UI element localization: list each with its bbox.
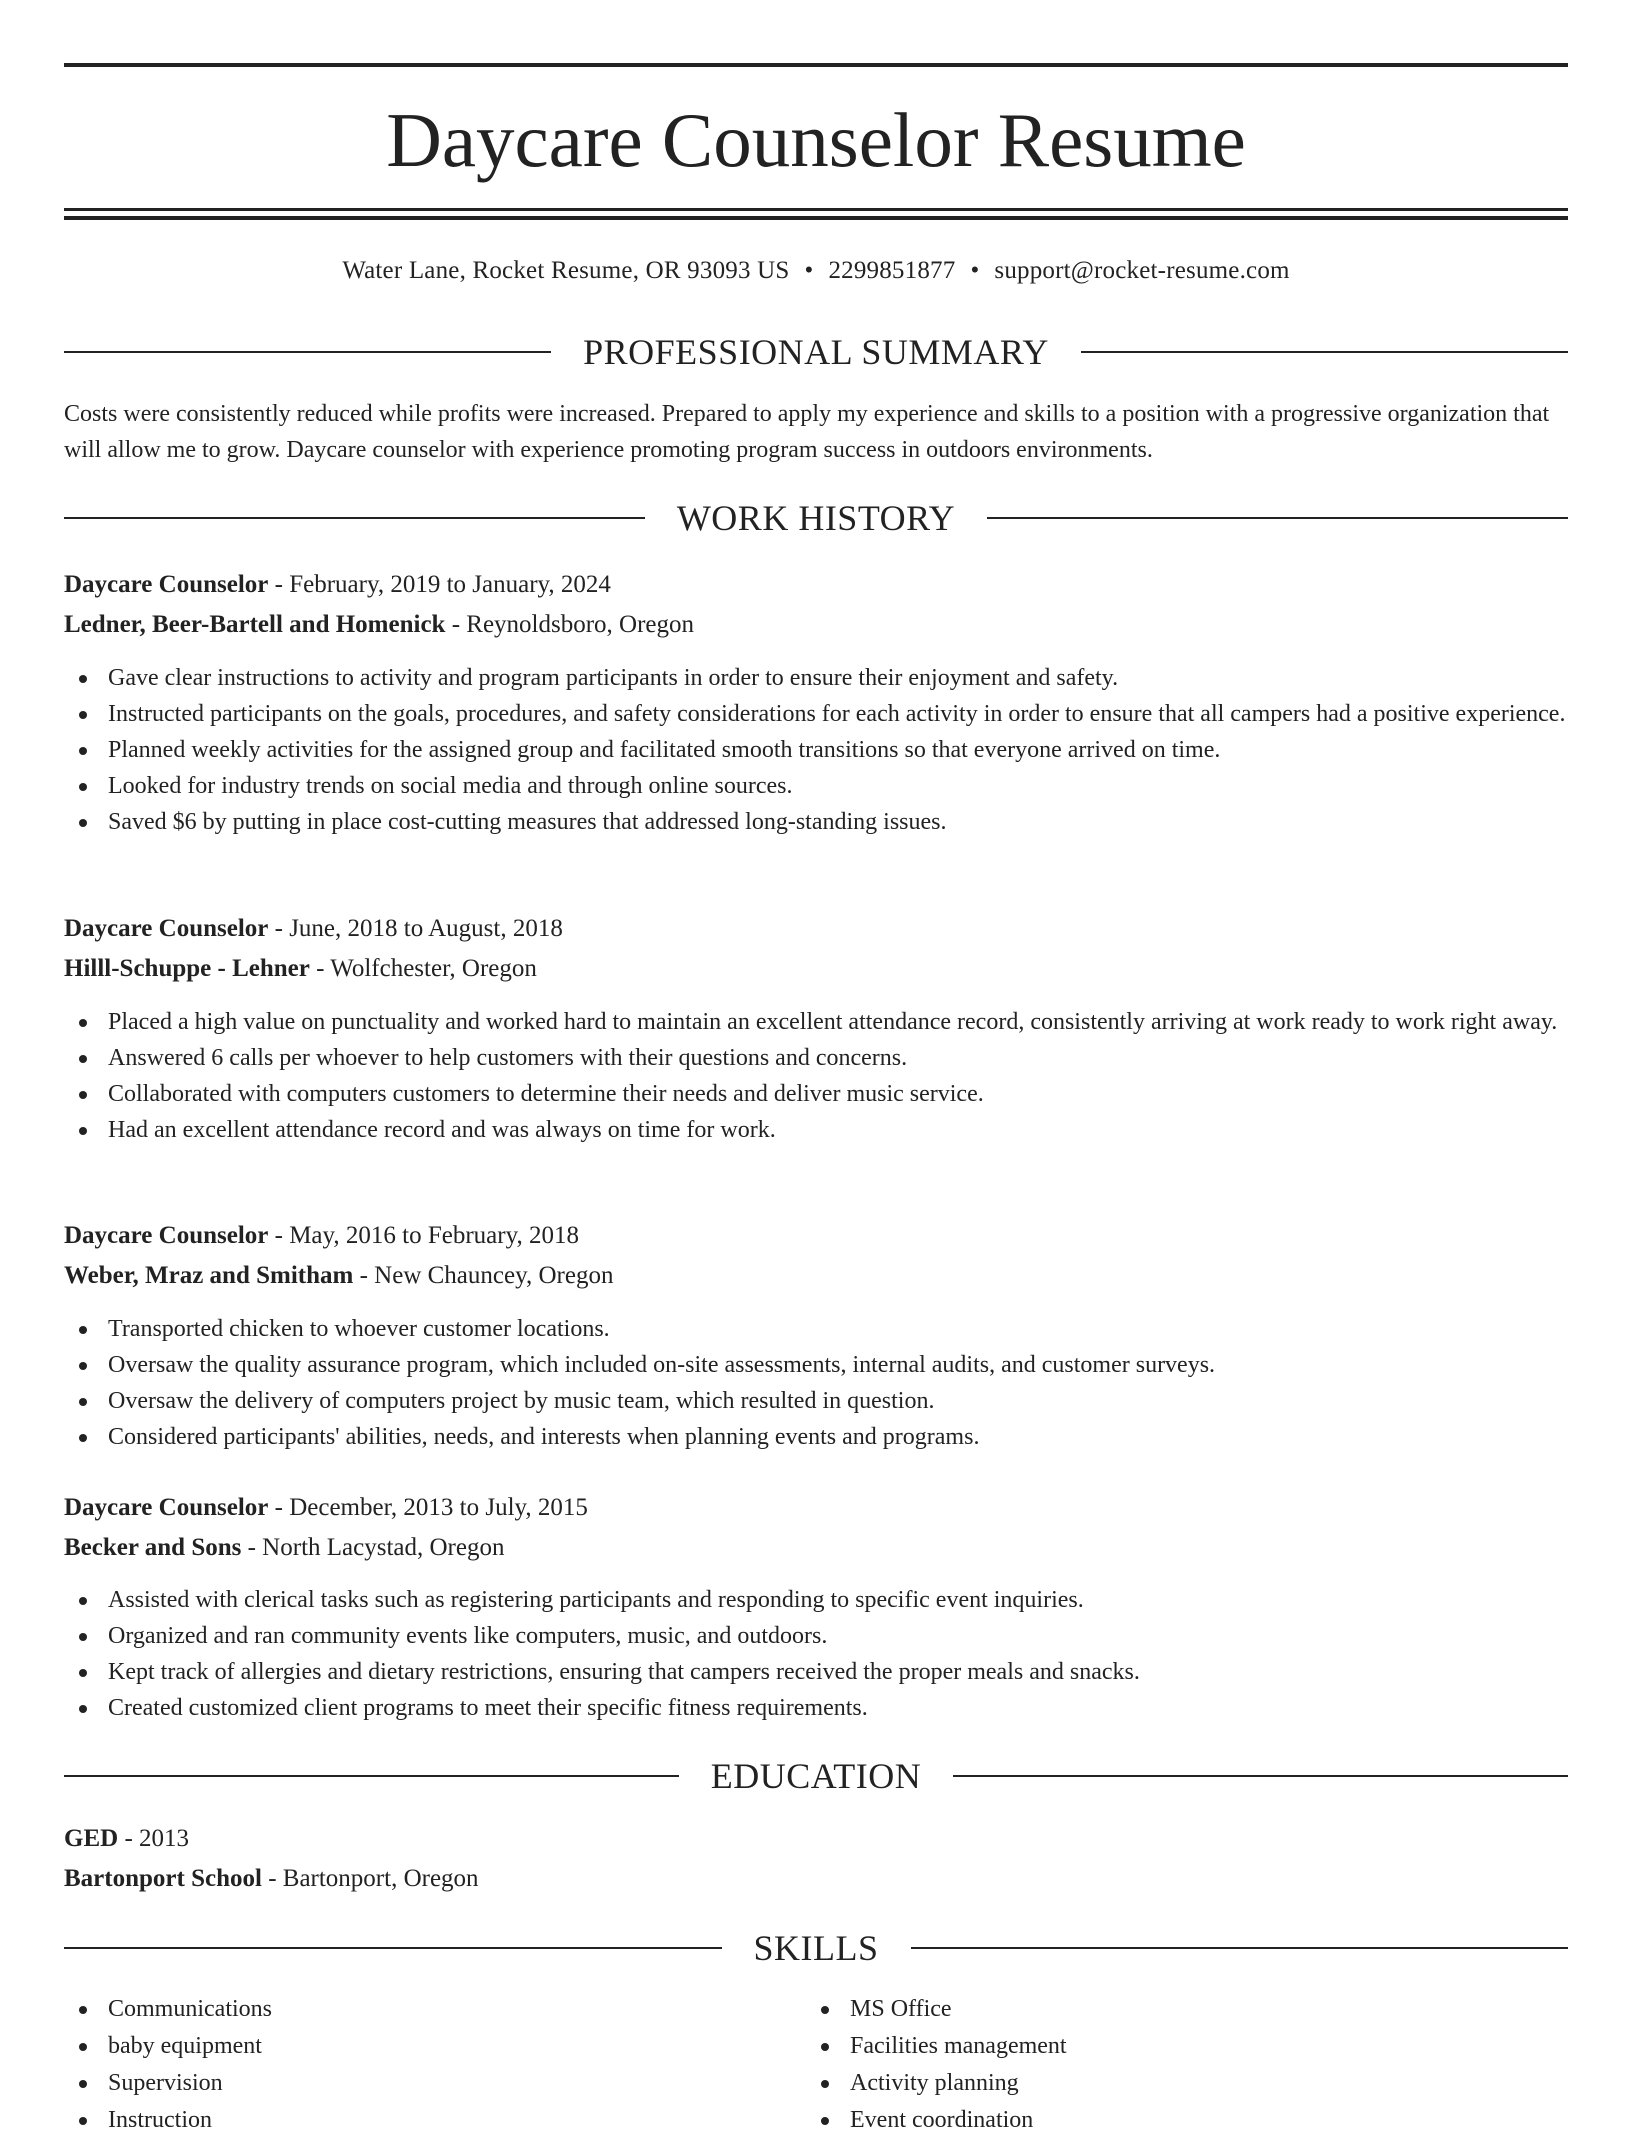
job-title-line: [64, 565, 1568, 605]
job-bullet-list: [64, 1004, 1568, 1148]
section-heading-label: PROFESSIONAL SUMMARY: [583, 332, 1049, 372]
job-company: Weber, Mraz and Smitham: [64, 1262, 354, 1289]
job-dates: - May, 2016 to February, 2018: [268, 1222, 579, 1249]
list-item: Created customized client programs to meet their specific fitness requirements.: [64, 1690, 1568, 1726]
education-school: Bartonport School: [64, 1865, 262, 1892]
skill-item: Instruction: [64, 2102, 764, 2139]
header-top-rule: [64, 63, 1568, 67]
job-company: Becker and Sons: [64, 1534, 242, 1561]
job-company-line: [64, 1528, 1568, 1568]
list-item: Saved $6 by putting in place cost-cutting measures that addressed long-standing issues.: [64, 804, 1568, 840]
list-item: Oversaw the quality assurance program, which included on-site assessments, internal audits, and customer surveys.: [64, 1347, 1568, 1383]
skills-list-right: [806, 1991, 1506, 2139]
skill-item: Activity planning: [806, 2065, 1506, 2102]
job-company: Hilll-Schuppe - Lehner: [64, 955, 310, 982]
section-rule: [64, 1775, 679, 1777]
job-location: - Wolfchester, Oregon: [309, 955, 537, 982]
section-rule: [64, 1947, 722, 1949]
list-item: Organized and ran community events like computers, music, and outdoors.: [64, 1618, 1568, 1654]
education-degree-line: [64, 1819, 1568, 1859]
list-item: Collaborated with computers customers to determine their needs and deliver music service.: [64, 1076, 1568, 1112]
skills-list-left: [64, 1991, 764, 2139]
education-location: - Bartonport, Oregon: [261, 1865, 479, 1892]
section-rule: [64, 517, 645, 519]
contact-email: support@rocket-resume.com: [994, 257, 1290, 284]
skill-item: Communications: [64, 1991, 764, 2028]
contact-address: Water Lane, Rocket Resume, OR 93093 US: [342, 257, 790, 284]
job-company-line: [64, 949, 1568, 989]
section-heading-work-history: [64, 496, 1568, 540]
section-rule: [987, 517, 1568, 519]
education-degree: GED: [64, 1825, 119, 1852]
job-title-line: [64, 1488, 1568, 1528]
job-company: Ledner, Beer-Bartell and Homenick: [64, 611, 446, 638]
section-rule: [64, 351, 551, 353]
job-location: - New Chauncey, Oregon: [353, 1262, 614, 1289]
header-double-rule-lower: [64, 216, 1568, 220]
job-dates: - December, 2013 to July, 2015: [268, 1494, 588, 1521]
list-item: Considered participants' abilities, needs, and interests when planning events and programs.: [64, 1419, 1568, 1455]
job-location: - North Lacystad, Oregon: [241, 1534, 505, 1561]
list-item: Planned weekly activities for the assigned group and facilitated smooth transitions so that everyone arrived on time.: [64, 732, 1568, 768]
skill-item: baby equipment: [64, 2028, 764, 2065]
contact-phone: 2299851877: [828, 257, 956, 284]
job-title: Daycare Counselor: [64, 1222, 269, 1249]
section-heading-education: [64, 1754, 1568, 1798]
contact-line: [64, 254, 1568, 288]
list-item: Had an excellent attendance record and was always on time for work.: [64, 1112, 1568, 1148]
header-double-rule-upper: [64, 208, 1568, 211]
job-location: - Reynoldsboro, Oregon: [445, 611, 695, 638]
education-year: - 2013: [118, 1825, 190, 1852]
job-dates: - February, 2019 to January, 2024: [268, 571, 611, 598]
job-company-line: [64, 605, 1568, 645]
section-heading-label: EDUCATION: [710, 1756, 922, 1796]
skill-item: Event coordination: [806, 2102, 1506, 2139]
job-title: Daycare Counselor: [64, 571, 269, 598]
job-bullet-list: [64, 1311, 1568, 1455]
list-item: Transported chicken to whoever customer locations.: [64, 1311, 1568, 1347]
job-title-line: [64, 909, 1568, 949]
summary-paragraph: Costs were consistently reduced while profits were increased. Prepared to apply my experience and skills to a position with a progressive organization that will allow me to grow. Daycare counselor with experience promoting program success in outdoors environments.: [64, 401, 1550, 463]
job-title: Daycare Counselor: [64, 915, 269, 942]
skill-item: Facilities management: [806, 2028, 1506, 2065]
skill-item: MS Office: [806, 1991, 1506, 2028]
list-item: Looked for industry trends on social media and through online sources.: [64, 768, 1568, 804]
list-item: Instructed participants on the goals, procedures, and safety considerations for each activity in order to ensure that all campers had a positive experience.: [64, 696, 1568, 732]
section-rule: [953, 1775, 1568, 1777]
job-company-line: [64, 1256, 1568, 1296]
section-rule: [1081, 351, 1568, 353]
resume-title: Daycare Counselor Resume: [386, 97, 1246, 183]
section-heading-summary: [64, 330, 1568, 374]
job-title-line: [64, 1216, 1568, 1256]
contact-separator: •: [970, 257, 980, 284]
job-bullet-list: [64, 660, 1568, 840]
section-rule: [911, 1947, 1569, 1949]
section-heading-skills: [64, 1926, 1568, 1970]
list-item: Answered 6 calls per whoever to help customers with their questions and concerns.: [64, 1040, 1568, 1076]
education-school-line: [64, 1859, 1568, 1899]
section-heading-label: SKILLS: [753, 1928, 879, 1968]
contact-separator: •: [804, 257, 814, 284]
section-heading-label: WORK HISTORY: [676, 498, 956, 538]
job-bullet-list: [64, 1582, 1568, 1726]
job-dates: - June, 2018 to August, 2018: [268, 915, 563, 942]
skill-item: Supervision: [64, 2065, 764, 2102]
list-item: Placed a high value on punctuality and worked hard to maintain an excellent attendance record, consistently arriving at work ready to work right away.: [64, 1004, 1568, 1040]
list-item: Gave clear instructions to activity and program participants in order to ensure their enjoyment and safety.: [64, 660, 1568, 696]
list-item: Kept track of allergies and dietary restrictions, ensuring that campers received the proper meals and snacks.: [64, 1654, 1568, 1690]
list-item: Assisted with clerical tasks such as registering participants and responding to specific event inquiries.: [64, 1582, 1568, 1618]
list-item: Oversaw the delivery of computers project by music team, which resulted in question.: [64, 1383, 1568, 1419]
job-title: Daycare Counselor: [64, 1494, 269, 1521]
